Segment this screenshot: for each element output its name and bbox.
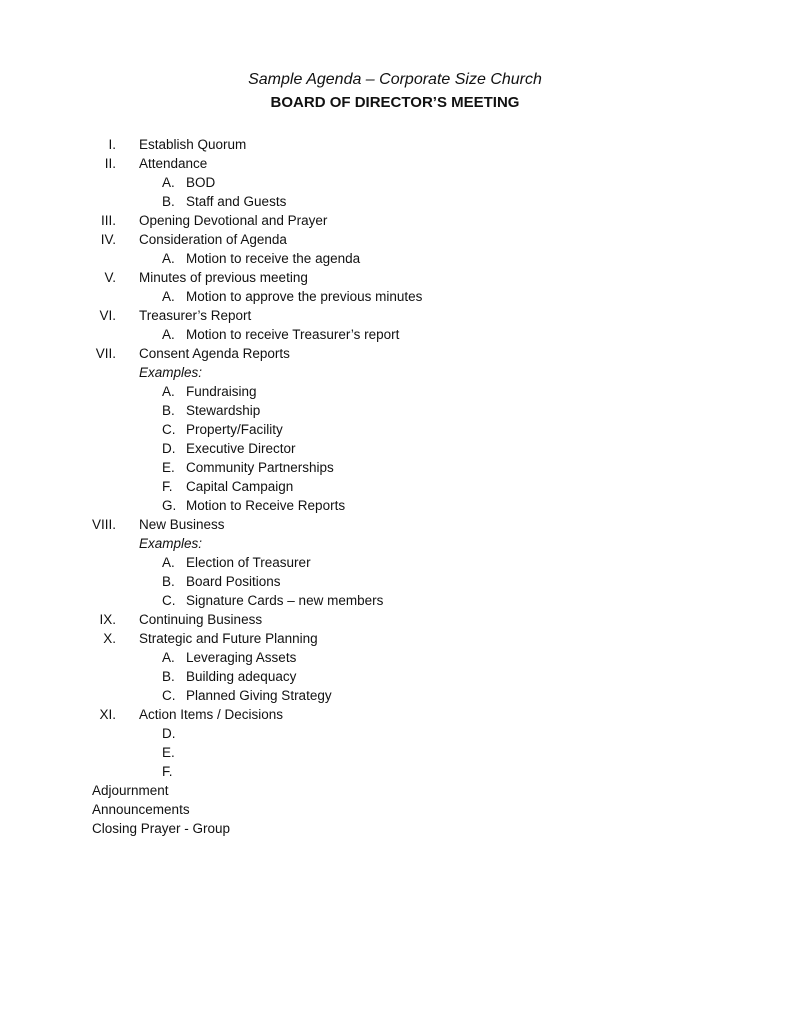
agenda-item <box>0 306 790 325</box>
item-numeral: I. <box>108 137 116 152</box>
subitem-label: Fundraising <box>186 384 257 399</box>
subitem-letter: A. <box>162 289 175 304</box>
item-numeral: VI. <box>99 308 116 323</box>
subitem-letter: B. <box>162 403 175 418</box>
subitem-letter: E. <box>162 460 175 475</box>
subitem-letter: A. <box>162 251 175 266</box>
agenda-item <box>0 154 790 173</box>
subitem-letter: G. <box>162 498 177 513</box>
item-numeral: IX. <box>99 612 116 627</box>
subitem-label: Building adequacy <box>186 669 297 684</box>
item-numeral: VII. <box>95 346 116 361</box>
agenda-subitem <box>0 648 790 667</box>
subitem-letter: C. <box>162 688 176 703</box>
item-label: Continuing Business <box>139 612 263 627</box>
subitem-label: Election of Treasurer <box>186 555 311 570</box>
agenda-item <box>0 230 790 249</box>
agenda-subitem <box>0 249 790 268</box>
subitem-letter: D. <box>162 441 176 456</box>
examples-label-row <box>0 534 790 553</box>
item-label: Strategic and Future Planning <box>139 631 318 646</box>
subitem-letter: E. <box>162 745 175 760</box>
agenda-subitem <box>0 724 790 743</box>
subitem-label: Motion to receive Treasurer’s report <box>186 327 400 342</box>
agenda-item <box>0 344 790 363</box>
closing-item <box>0 781 790 800</box>
agenda-subitem <box>0 496 790 515</box>
item-numeral: VIII. <box>91 517 116 532</box>
agenda-item <box>0 268 790 287</box>
adjournment-label: Adjournment <box>92 783 169 798</box>
announcements-label: Announcements <box>92 802 190 817</box>
agenda-subitem <box>0 572 790 591</box>
agenda-subitem <box>0 591 790 610</box>
item-label: Minutes of previous meeting <box>139 270 308 285</box>
subitem-label: Community Partnerships <box>186 460 334 475</box>
subitem-letter: C. <box>162 593 176 608</box>
examples-label-row <box>0 363 790 382</box>
subitem-letter: A. <box>162 175 175 190</box>
closing-prayer-label: Closing Prayer - Group <box>92 821 231 836</box>
agenda-subitem <box>0 401 790 420</box>
agenda-subitem <box>0 173 790 192</box>
agenda-item <box>0 135 790 154</box>
subitem-label: Property/Facility <box>186 422 283 437</box>
agenda-subitem <box>0 458 790 477</box>
subitem-letter: F. <box>162 764 173 779</box>
agenda-subitem <box>0 287 790 306</box>
item-label: Treasurer’s Report <box>139 308 252 323</box>
agenda-subitem <box>0 325 790 344</box>
item-numeral: IV. <box>100 232 116 247</box>
subitem-letter: C. <box>162 422 176 437</box>
agenda-item <box>0 629 790 648</box>
subitem-label: Board Positions <box>186 574 281 589</box>
subitem-letter: A. <box>162 327 175 342</box>
item-label: Consent Agenda Reports <box>139 346 290 361</box>
agenda-subitem <box>0 439 790 458</box>
subitem-letter: B. <box>162 669 175 684</box>
subitem-letter: B. <box>162 574 175 589</box>
item-numeral: III. <box>100 213 116 228</box>
examples-label: Examples: <box>139 365 203 380</box>
item-numeral: X. <box>103 631 116 646</box>
item-label: Action Items / Decisions <box>139 707 284 722</box>
subitem-label: BOD <box>186 175 216 190</box>
agenda-item <box>0 211 790 230</box>
agenda-subitem <box>0 686 790 705</box>
subitem-label: Stewardship <box>186 403 261 418</box>
document-title: BOARD OF DIRECTOR’S MEETING <box>270 94 520 111</box>
agenda-subitem <box>0 477 790 496</box>
closing-item <box>0 800 790 819</box>
agenda-item <box>0 705 790 724</box>
subitem-letter: A. <box>162 650 175 665</box>
item-label: Consideration of Agenda <box>139 232 287 247</box>
agenda-subitem <box>0 743 790 762</box>
subitem-letter: F. <box>162 479 173 494</box>
subitem-label: Leveraging Assets <box>186 650 297 665</box>
item-label: Establish Quorum <box>139 137 247 152</box>
document-subtitle: Sample Agenda – Corporate Size Church <box>248 71 542 88</box>
closing-item <box>0 819 790 838</box>
subitem-label: Motion to Receive Reports <box>186 498 346 513</box>
subitem-label: Staff and Guests <box>186 194 287 209</box>
item-numeral: XI. <box>99 707 116 722</box>
agenda-item <box>0 515 790 534</box>
subitem-label: Motion to receive the agenda <box>186 251 361 266</box>
agenda-subitem <box>0 382 790 401</box>
item-numeral: II. <box>104 156 116 171</box>
item-label: New Business <box>139 517 225 532</box>
subitem-letter: B. <box>162 194 175 209</box>
agenda-subitem <box>0 553 790 572</box>
agenda-list <box>0 135 790 838</box>
agenda-subitem <box>0 762 790 781</box>
subitem-label: Motion to approve the previous minutes <box>186 289 423 304</box>
item-label: Attendance <box>139 156 208 171</box>
subitem-letter: D. <box>162 726 176 741</box>
subitem-label: Signature Cards – new members <box>186 593 384 608</box>
examples-label: Examples: <box>139 536 203 551</box>
agenda-subitem <box>0 420 790 439</box>
subitem-letter: A. <box>162 384 175 399</box>
item-label: Opening Devotional and Prayer <box>139 213 328 228</box>
subitem-label: Executive Director <box>186 441 296 456</box>
agenda-subitem <box>0 667 790 686</box>
agenda-item <box>0 610 790 629</box>
agenda-subitem <box>0 192 790 211</box>
subitem-letter: A. <box>162 555 175 570</box>
subitem-label: Planned Giving Strategy <box>186 688 332 703</box>
item-numeral: V. <box>104 270 116 285</box>
subitem-label: Capital Campaign <box>186 479 294 494</box>
